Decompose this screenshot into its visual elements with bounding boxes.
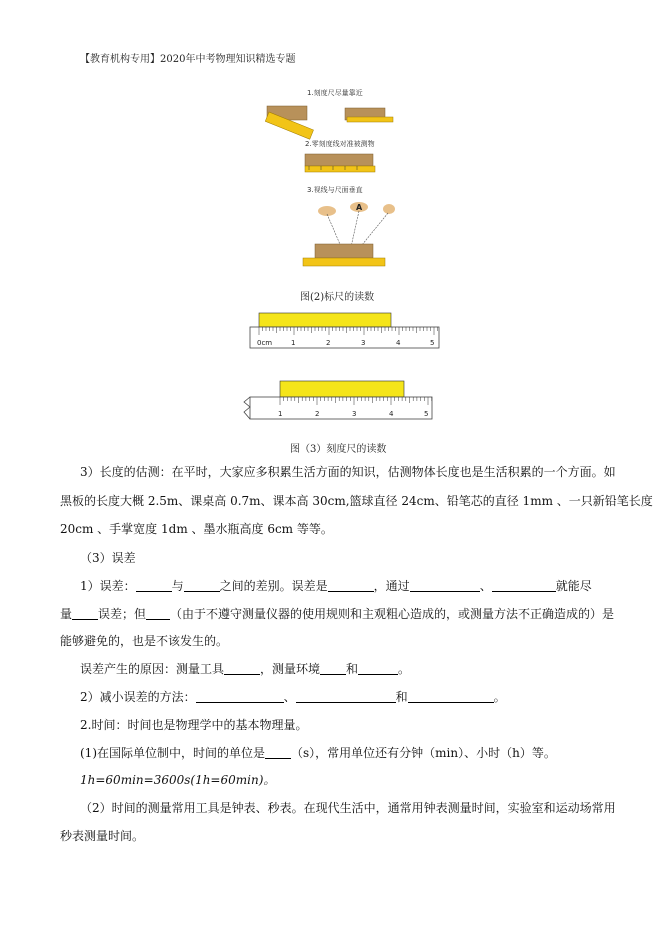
time-line-3: （2）时间的测量常用工具是钟表、秒表。在现代生活中，通常用钟表测量时间，实验室和运动场常用 xyxy=(80,801,616,815)
step2-label: 2.零刻度线对准被测物 xyxy=(305,140,375,148)
time-line-2: 1h=60min=3600s(1h=60min)。 xyxy=(80,773,276,787)
blank[interactable] xyxy=(146,607,170,620)
ruler1-num-2: 2 xyxy=(326,339,331,347)
step3-label: 3.视线与尺面垂直 xyxy=(307,186,363,194)
time-title: 2.时间：时间也是物理学中的基本物理量。 xyxy=(80,718,308,732)
blank[interactable] xyxy=(265,746,291,759)
blank[interactable] xyxy=(224,662,260,675)
error-line-2: 量 误差；但 （由于不遵守测量仪器的使用规则和主观粗心造成的，或测量方法不正确造成的）是 xyxy=(60,607,615,621)
error-cause-line: 误差产生的原因：测量工具 ，测量环境 和 。 xyxy=(80,662,411,676)
blank[interactable] xyxy=(358,662,398,675)
error-line-1: 1）误差： 与 之间的差别。误差是 ，通过 、 就能尽 xyxy=(80,579,592,593)
blank[interactable] xyxy=(184,579,220,592)
error-line-3: 能够避免的，也是不该发生的。 xyxy=(60,634,229,648)
marker-a: A xyxy=(356,203,363,212)
step1-label: 1.刻度尺尽量靠近 xyxy=(307,89,363,97)
ruler2-num-5: 5 xyxy=(424,410,429,418)
blank[interactable] xyxy=(408,690,494,703)
ruler2-num-3: 3 xyxy=(352,410,357,418)
ruler1-unit-label: 0cm xyxy=(257,339,273,347)
ruler1-num-3: 3 xyxy=(361,339,366,347)
blank[interactable] xyxy=(320,662,346,675)
ruler2-num-2: 2 xyxy=(315,410,320,418)
blank[interactable] xyxy=(296,690,396,703)
figure-ruler-usage xyxy=(265,84,395,272)
figure2-caption: 图(2)标尺的读数 xyxy=(300,292,375,303)
measured-block-2 xyxy=(280,381,404,397)
ruler-figure-2 xyxy=(240,380,435,422)
figure3-caption: 图（3）刻度尺的读数 xyxy=(290,444,387,455)
blank[interactable] xyxy=(136,579,172,592)
section-error-title: （3）误差 xyxy=(80,551,136,565)
ruler1-num-4: 4 xyxy=(396,339,401,347)
time-line-4: 秒表测量时间。 xyxy=(60,829,145,843)
blank[interactable] xyxy=(328,579,374,592)
ruler1-num-5: 5 xyxy=(430,339,435,347)
estimate-line-3: 20cm 、手掌宽度 1dm 、墨水瓶高度 6cm 等等。 xyxy=(60,522,333,536)
measured-block-1 xyxy=(259,313,391,327)
blank[interactable] xyxy=(492,579,556,592)
ruler2-num-1: 1 xyxy=(278,410,283,418)
blank[interactable] xyxy=(196,690,284,703)
blank[interactable] xyxy=(410,579,480,592)
page-header: 【教育机构专用】2020年中考物理知识精选专题 xyxy=(80,54,296,65)
blank[interactable] xyxy=(72,607,98,620)
time-line-1: (1)在国际单位制中，时间的单位是 （s），常用单位还有分钟（min）、小时（h）等。 xyxy=(80,746,556,760)
estimate-line-1: 3）长度的估测：在平时，大家应多积累生活方面的知识，估测物体长度也是生活积累的一个方面。如 xyxy=(80,465,616,479)
ruler1-num-1: 1 xyxy=(291,339,296,347)
reduce-error-line: 2）减小误差的方法： 、 和 。 xyxy=(80,690,506,704)
ruler-figure-1 xyxy=(249,311,441,351)
ruler2-num-4: 4 xyxy=(389,410,394,418)
estimate-line-2: 黑板的长度大概 2.5m、课桌高 0.7m、课本高 30cm,篮球直径 24cm、铅笔芯的直径 1mm 、一只新铅笔长度 xyxy=(60,494,653,508)
